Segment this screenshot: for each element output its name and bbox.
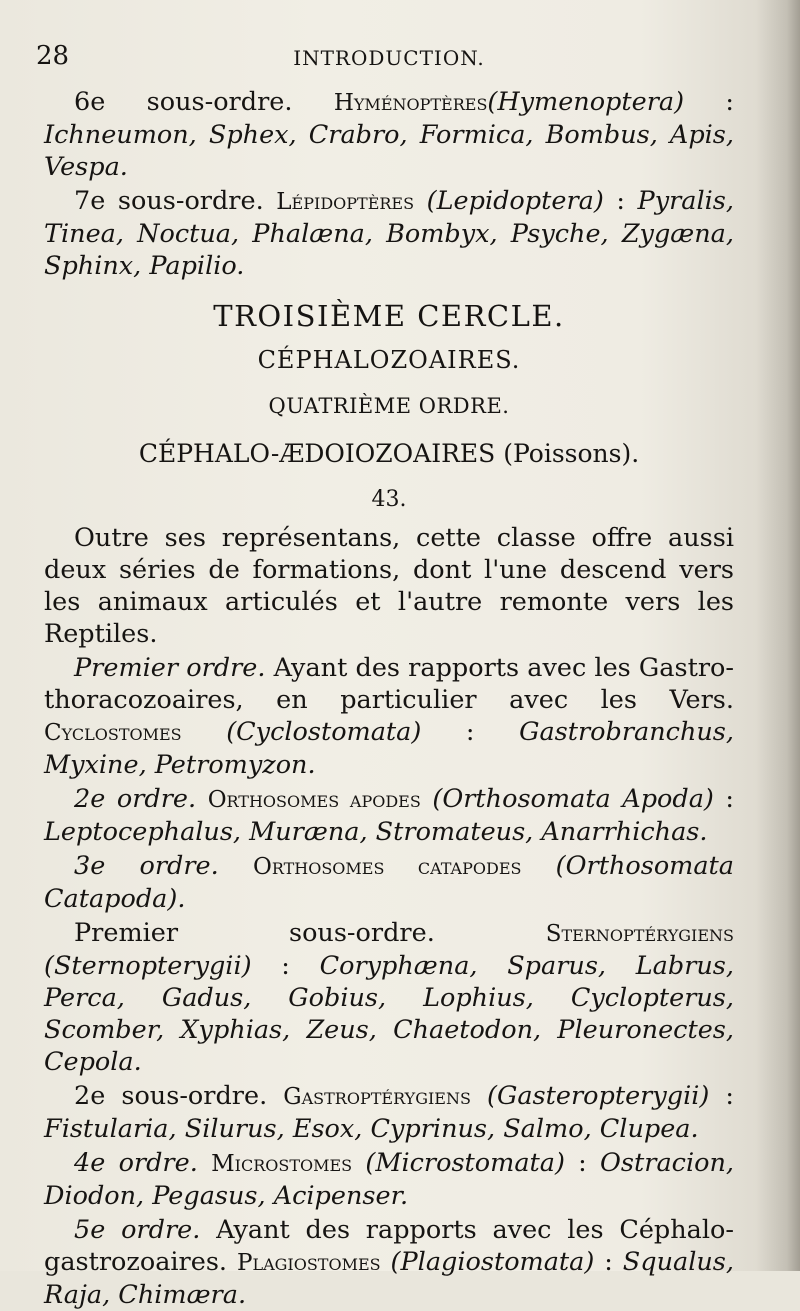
sous-ordre-1-entry	[44, 917, 734, 1078]
entry-latin: (Orthosomata Apoda)	[420, 784, 714, 814]
entry-colon: :	[603, 186, 638, 216]
running-title: INTRODUCTION.	[293, 46, 485, 70]
entry-genera: Ostracion, Diodon, Pegasus, Acipenser.	[44, 1148, 734, 1211]
entry-genera: Pyralis, Tinea, Noctua, Phalæna, Bombyx, Psyche, Zygæna, Sphinx, Papilio.	[44, 186, 734, 281]
heading-group: CÉPHALOZOAIRES.	[257, 346, 521, 374]
page-number: 28	[36, 41, 70, 71]
lepidopteres-entry	[44, 185, 734, 282]
ordre-4-entry	[44, 1147, 734, 1212]
entry-name: Orthosomes apodes	[207, 787, 421, 813]
entry-label: 2e ordre.	[74, 784, 197, 814]
entry-label: 3e ordre.	[74, 851, 219, 881]
entry-prefix: Premier sous-ordre.	[74, 918, 435, 948]
entry-label: 4e ordre.	[74, 1148, 198, 1178]
entry-latin: (Plagiostomata)	[380, 1247, 595, 1277]
entry-prefix: 7e sous-ordre.	[74, 186, 264, 216]
entry-genera: Fistularia, Silurus, Esox, Cyprinus, Salmo, Clupea.	[44, 1114, 699, 1144]
entry-name: Hyménoptères	[333, 90, 488, 116]
entry-name: Microstomes	[211, 1151, 353, 1177]
entry-genera: Coryphæna, Sparus, Labrus, Perca, Gadus, Gobius, Lophius, Cyclopterus, Scomber, Xyphias, Zeus, Chaetodon, Pleuronectes, Cepola.	[44, 951, 734, 1077]
entry-latin: (Sternopterygii)	[44, 951, 252, 981]
entry-name: Orthosomes catapodes	[252, 854, 522, 880]
entry-latin: (Orthosomata Catapoda).	[44, 851, 734, 914]
page-header	[36, 40, 734, 86]
entry-colon: :	[713, 784, 734, 814]
entry-label: 5e ordre.	[74, 1215, 201, 1245]
sous-ordre-2-entry	[44, 1080, 734, 1145]
entry-genera: Gastrobranchus, Myxine, Petromyzon.	[44, 717, 734, 780]
ordre-2-entry	[44, 783, 734, 848]
entry-text: Ayant des rapports avec les Gastro-thoracozoaires, en particulier avec les Vers.	[44, 653, 734, 715]
heading-ordre: QUATRIÈME ORDRE.	[268, 394, 510, 418]
entry-latin: (Hymenoptera)	[487, 87, 685, 117]
page-edge-shadow	[756, 0, 800, 1271]
entry-colon: :	[709, 1081, 734, 1111]
section-number: 43.	[371, 487, 407, 512]
ordre-5-entry	[44, 1214, 734, 1311]
entry-name: Plagiostomes	[236, 1250, 381, 1276]
entry-colon: :	[251, 951, 320, 981]
entry-colon: :	[564, 1148, 601, 1178]
entry-colon: :	[684, 87, 734, 117]
ordre-3-entry	[44, 850, 734, 915]
entry-genera: Ichneumon, Sphex, Crabro, Formica, Bombus, Apis, Vespa.	[44, 120, 734, 182]
entry-name: Lépidoptères	[276, 189, 415, 215]
entry-name: Gastroptérygiens	[283, 1084, 471, 1110]
entry-name: Sternoptérygiens	[545, 921, 734, 947]
heading-cercle: TROISIÈME CERCLE.	[213, 299, 565, 333]
entry-latin: (Microstomata)	[352, 1148, 565, 1178]
entry-prefix: 2e sous-ordre.	[74, 1081, 268, 1111]
hymenopteres-entry	[44, 86, 734, 183]
premier-ordre-entry	[44, 652, 734, 781]
entry-colon: :	[594, 1247, 623, 1277]
heading-class: CÉPHALO-ÆDOIOZOAIRES (Poissons).	[138, 439, 640, 468]
entry-name: Cyclostomes	[44, 720, 182, 746]
entry-genera: Leptocephalus, Muræna, Stromateus, Anarrhichas.	[44, 817, 708, 847]
entry-prefix: 6e sous-ordre.	[74, 87, 293, 117]
entry-genera: Squalus, Raja, Chimæra.	[44, 1247, 734, 1310]
entry-latin: (Cyclostomata)	[181, 717, 422, 747]
entry-text: Ayant des rapports avec les Céphalo-gastrozoaires.	[44, 1215, 734, 1277]
entry-latin: (Gasteropterygii)	[470, 1081, 710, 1111]
entry-colon: :	[421, 717, 520, 747]
intro-paragraph: Outre ses représentans, cette classe offre aussi deux séries de formations, dont l'une descend vers les animaux articulés et l'autre remonte vers les Reptiles.	[44, 523, 734, 649]
entry-label: Premier ordre.	[74, 653, 266, 683]
page-text	[36, 40, 734, 1311]
entry-latin: (Lepidoptera)	[426, 186, 604, 216]
